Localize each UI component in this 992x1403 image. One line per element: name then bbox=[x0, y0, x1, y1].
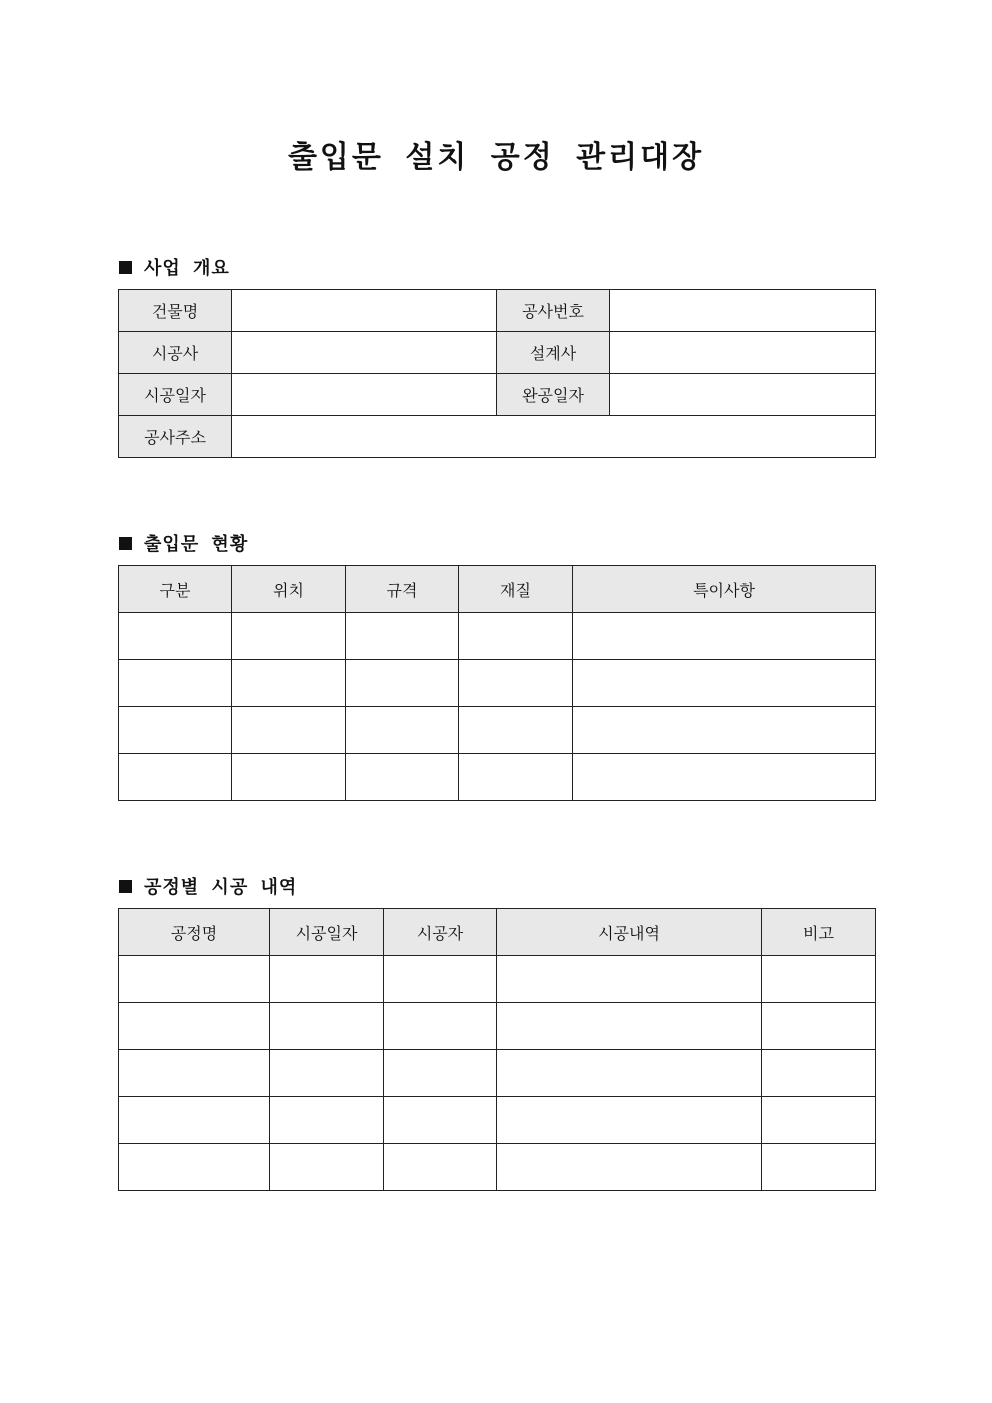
doors-heading-text: 출입문 현황 bbox=[144, 534, 249, 555]
table-cell[interactable] bbox=[270, 956, 384, 1003]
overview-heading-text: 사업 개요 bbox=[144, 258, 230, 279]
table-cell[interactable] bbox=[459, 660, 573, 707]
table-row bbox=[119, 754, 876, 801]
table-cell[interactable] bbox=[119, 707, 232, 754]
table-cell[interactable] bbox=[346, 613, 459, 660]
table-cell[interactable] bbox=[497, 1144, 762, 1191]
table-cell[interactable] bbox=[762, 956, 876, 1003]
table-row bbox=[119, 613, 876, 660]
label-completion-date: 완공일자 bbox=[497, 374, 610, 416]
label-start-date: 시공일자 bbox=[119, 374, 232, 416]
work-number-field[interactable] bbox=[610, 290, 876, 332]
column-header: 시공일자 bbox=[270, 909, 384, 956]
contractor-field[interactable] bbox=[232, 332, 497, 374]
table-cell[interactable] bbox=[270, 1003, 384, 1050]
column-header: 시공자 bbox=[384, 909, 497, 956]
table-row bbox=[119, 1050, 876, 1097]
table-row bbox=[119, 1003, 876, 1050]
table-cell[interactable] bbox=[459, 613, 573, 660]
table-header-row bbox=[119, 909, 876, 956]
label-work-number: 공사번호 bbox=[497, 290, 610, 332]
table-cell[interactable] bbox=[762, 1050, 876, 1097]
label-address: 공사주소 bbox=[119, 416, 232, 458]
table-cell[interactable] bbox=[270, 1097, 384, 1144]
square-bullet-icon bbox=[119, 537, 132, 550]
table-cell[interactable] bbox=[119, 1144, 270, 1191]
process-heading-text: 공정별 시공 내역 bbox=[144, 877, 298, 898]
table-cell[interactable] bbox=[232, 707, 346, 754]
table-row bbox=[119, 416, 876, 458]
table-cell[interactable] bbox=[573, 660, 876, 707]
table-cell[interactable] bbox=[384, 1144, 497, 1191]
process-table bbox=[118, 908, 876, 1191]
table-cell[interactable] bbox=[459, 707, 573, 754]
table-cell[interactable] bbox=[119, 1003, 270, 1050]
column-header: 위치 bbox=[232, 566, 346, 613]
overview-table bbox=[118, 289, 876, 458]
table-cell[interactable] bbox=[270, 1050, 384, 1097]
table-cell[interactable] bbox=[119, 754, 232, 801]
label-designer: 설계사 bbox=[497, 332, 610, 374]
table-cell[interactable] bbox=[497, 1050, 762, 1097]
table-cell[interactable] bbox=[346, 754, 459, 801]
table-cell[interactable] bbox=[119, 1050, 270, 1097]
table-cell[interactable] bbox=[497, 956, 762, 1003]
completion-date-field[interactable] bbox=[610, 374, 876, 416]
address-field[interactable] bbox=[232, 416, 876, 458]
table-cell[interactable] bbox=[497, 1003, 762, 1050]
table-cell[interactable] bbox=[384, 1050, 497, 1097]
table-row bbox=[119, 332, 876, 374]
table-row bbox=[119, 707, 876, 754]
table-row bbox=[119, 956, 876, 1003]
overview-heading bbox=[119, 254, 230, 280]
column-header: 구분 bbox=[119, 566, 232, 613]
table-header-row bbox=[119, 566, 876, 613]
table-row bbox=[119, 374, 876, 416]
table-row bbox=[119, 1144, 876, 1191]
doors-heading bbox=[119, 530, 248, 556]
table-cell[interactable] bbox=[573, 754, 876, 801]
table-cell[interactable] bbox=[119, 660, 232, 707]
table-cell[interactable] bbox=[762, 1003, 876, 1050]
label-building-name: 건물명 bbox=[119, 290, 232, 332]
building-name-field[interactable] bbox=[232, 290, 497, 332]
column-header: 특이사항 bbox=[573, 566, 876, 613]
table-cell[interactable] bbox=[384, 1097, 497, 1144]
table-row bbox=[119, 660, 876, 707]
table-cell[interactable] bbox=[573, 707, 876, 754]
column-header: 재질 bbox=[459, 566, 573, 613]
table-cell[interactable] bbox=[119, 1097, 270, 1144]
table-cell[interactable] bbox=[232, 754, 346, 801]
doors-table bbox=[118, 565, 876, 801]
table-cell[interactable] bbox=[346, 707, 459, 754]
column-header: 비고 bbox=[762, 909, 876, 956]
label-contractor: 시공사 bbox=[119, 332, 232, 374]
square-bullet-icon bbox=[119, 261, 132, 274]
table-cell[interactable] bbox=[119, 613, 232, 660]
table-cell[interactable] bbox=[119, 956, 270, 1003]
designer-field[interactable] bbox=[610, 332, 876, 374]
table-cell[interactable] bbox=[270, 1144, 384, 1191]
table-row bbox=[119, 290, 876, 332]
table-cell[interactable] bbox=[762, 1144, 876, 1191]
column-header: 시공내역 bbox=[497, 909, 762, 956]
process-heading bbox=[119, 873, 297, 899]
table-cell[interactable] bbox=[384, 1003, 497, 1050]
table-cell[interactable] bbox=[497, 1097, 762, 1144]
column-header: 규격 bbox=[346, 566, 459, 613]
table-cell[interactable] bbox=[573, 613, 876, 660]
table-cell[interactable] bbox=[762, 1097, 876, 1144]
start-date-field[interactable] bbox=[232, 374, 497, 416]
table-cell[interactable] bbox=[459, 754, 573, 801]
table-cell[interactable] bbox=[232, 613, 346, 660]
page-title: 출입문 설치 공정 관리대장 bbox=[287, 140, 705, 175]
square-bullet-icon bbox=[119, 880, 132, 893]
table-cell[interactable] bbox=[346, 660, 459, 707]
table-cell[interactable] bbox=[232, 660, 346, 707]
column-header: 공정명 bbox=[119, 909, 270, 956]
table-row bbox=[119, 1097, 876, 1144]
table-cell[interactable] bbox=[384, 956, 497, 1003]
